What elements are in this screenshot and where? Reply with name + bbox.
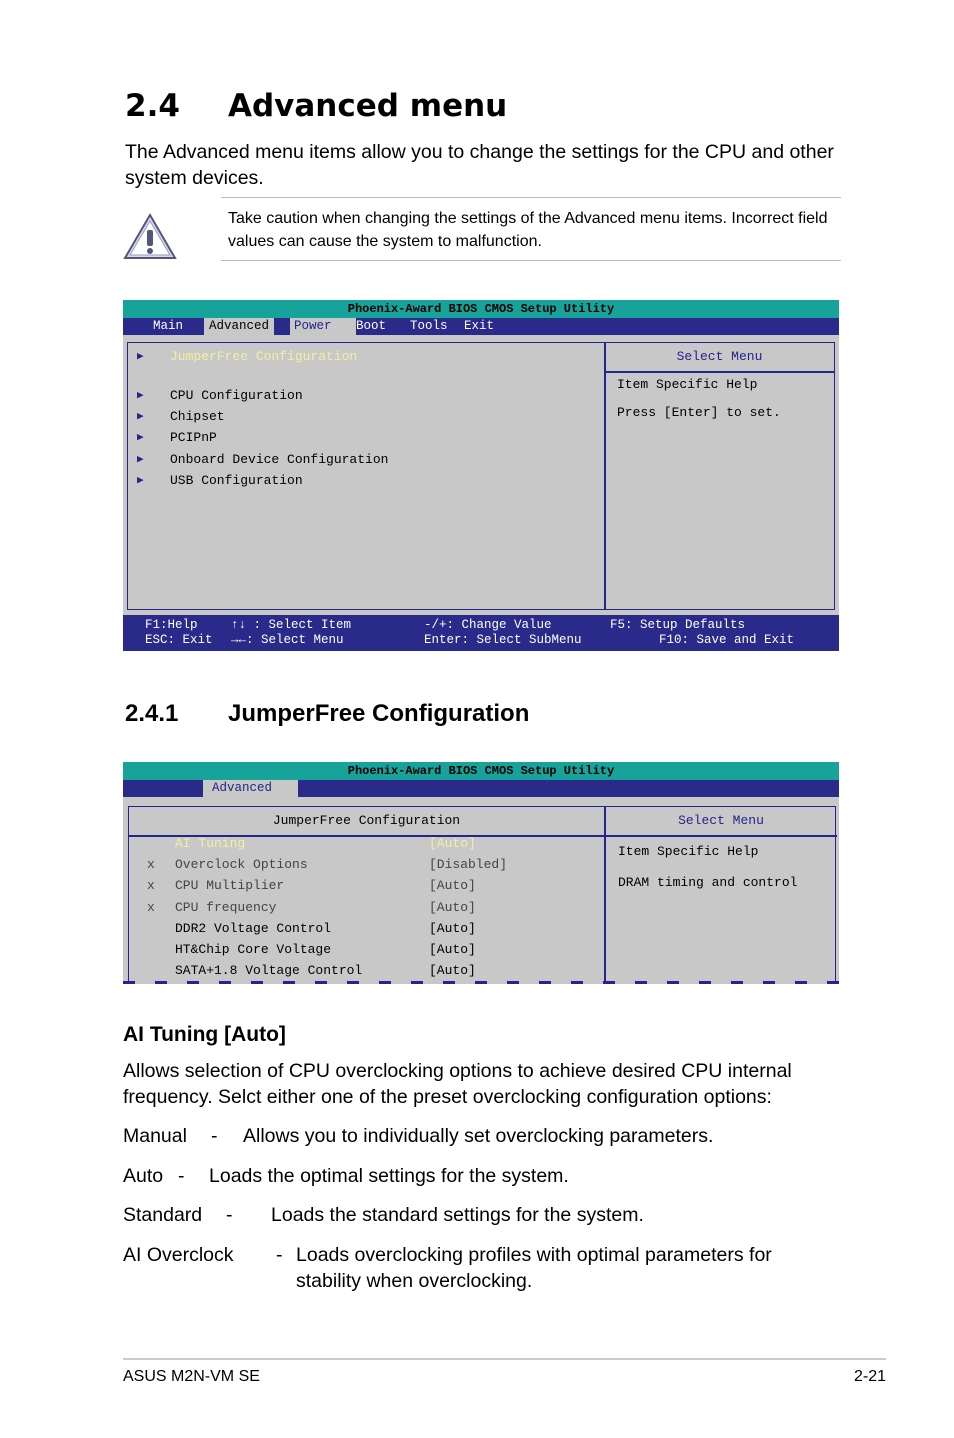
bios-item-label: JumperFree Configuration (170, 349, 358, 364)
triangle-right-icon: ▶ (137, 475, 144, 487)
section-title: AI Tuning [Auto] (123, 1023, 286, 1046)
tab-main[interactable]: Main (153, 319, 184, 333)
caution-icon (122, 210, 178, 262)
bios-item-label: Chipset (170, 409, 225, 424)
option-name: Auto (123, 1165, 164, 1187)
subsection-title: JumperFree Configuration (228, 700, 530, 727)
subsection-number: 2.4.1 (125, 700, 179, 727)
help-panel-title: Select Menu (676, 349, 763, 364)
setting-name: HT&Chip Core Voltage (175, 942, 332, 957)
triangle-right-icon: ▶ (137, 390, 144, 402)
option-dash: - (276, 1244, 283, 1266)
triangle-right-icon: ▶ (137, 351, 144, 363)
setting-value: [Auto] (429, 878, 476, 893)
tab-exit[interactable]: Exit (464, 319, 495, 333)
bios-item-label: Onboard Device Configuration (170, 452, 389, 467)
key-exit: ESC: Exit (145, 633, 213, 647)
setting-name: CPU Multiplier (175, 878, 285, 893)
bios-item-label: PCIPnP (170, 430, 217, 445)
option-dash: - (226, 1204, 233, 1226)
help-panel-title: Select Menu (678, 813, 764, 828)
setting-value: [Auto] (429, 963, 476, 978)
divider (221, 197, 841, 198)
page-title: Advanced menu (228, 88, 508, 124)
row-marker: x (147, 900, 155, 915)
setting-value: [Auto] (429, 836, 476, 851)
bios-screen (123, 300, 839, 651)
option-dash: - (211, 1125, 218, 1147)
setting-name: Overclock Options (175, 857, 308, 872)
setting-name: SATA+1.8 Voltage Control (175, 963, 363, 978)
option-name: AI Overclock (123, 1244, 234, 1266)
bios-key-legend (123, 615, 839, 651)
bios-item-label: CPU Configuration (170, 388, 303, 403)
bios-screen (123, 762, 839, 984)
key-help: F1:Help (145, 618, 198, 632)
bios-title: Phoenix-Award BIOS CMOS Setup Utility (123, 300, 839, 318)
option-name: Manual (123, 1125, 187, 1147)
divider (604, 806, 606, 982)
triangle-right-icon: ▶ (137, 454, 144, 466)
key-select-submenu: Enter: Select SubMenu (424, 633, 582, 647)
setting-value: [Auto] (429, 921, 476, 936)
help-line: Item Specific Help (617, 377, 758, 392)
row-marker: x (147, 857, 155, 872)
setting-name: CPU frequency (175, 900, 277, 915)
key-setup-defaults: F5: Setup Defaults (610, 618, 746, 632)
key-select-item: ↑↓ : Select Item (231, 618, 352, 632)
tab-boot[interactable]: Boot (356, 319, 387, 333)
key-save-exit: F10: Save and Exit (659, 633, 795, 647)
tab-advanced[interactable]: Advanced (203, 780, 298, 797)
setting-value: [Auto] (429, 900, 476, 915)
bios-menu-bar (123, 318, 839, 335)
option-desc: Loads overclocking profiles with optimal parameters for (296, 1244, 772, 1266)
divider (221, 260, 841, 261)
bios-title: Phoenix-Award BIOS CMOS Setup Utility (123, 762, 839, 780)
triangle-right-icon: ▶ (137, 411, 144, 423)
intro-paragraph: The Advanced menu items allow you to change the settings for the CPU and other system devices. (125, 141, 834, 189)
option-desc: Allows you to individually set overclocking parameters. (243, 1125, 714, 1147)
row-marker: x (147, 878, 155, 893)
help-line: DRAM timing and control (618, 875, 798, 890)
key-select-menu: →←: Select Menu (231, 633, 344, 647)
section-number: 2.4 (125, 88, 180, 124)
triangle-right-icon: ▶ (137, 432, 144, 444)
section-description: Allows selection of CPU overclocking options to achieve desired CPU internal frequency. Selct either one of the preset overclocking configuration options: (123, 1060, 792, 1108)
footer-rule (123, 1358, 886, 1360)
setting-value: [Auto] (429, 942, 476, 957)
torn-edge (123, 981, 839, 984)
bios-item-label: USB Configuration (170, 473, 303, 488)
option-desc: stability when overclocking. (296, 1270, 533, 1292)
footer-model: ASUS M2N-VM SE (123, 1368, 260, 1385)
setting-name: DDR2 Voltage Control (175, 921, 332, 936)
help-line: Press [Enter] to set. (617, 405, 781, 420)
option-desc: Loads the optimal settings for the system. (209, 1165, 569, 1187)
page-number: 2-21 (853, 1368, 886, 1385)
setting-value: [Disabled] (429, 857, 508, 872)
divider (604, 343, 606, 609)
option-dash: - (178, 1165, 185, 1187)
option-desc: Loads the standard settings for the system. (271, 1204, 644, 1226)
bios-menu-bar (123, 780, 839, 797)
tab-advanced[interactable]: Advanced (204, 318, 274, 335)
setting-name: AI Tuning (175, 836, 246, 851)
panel-title: JumperFree Configuration (272, 813, 461, 828)
help-line: Item Specific Help (618, 844, 759, 859)
tab-power[interactable]: Power (290, 318, 356, 335)
key-change-value: -/+: Change Value (424, 618, 552, 632)
divider (605, 371, 834, 373)
option-name: Standard (123, 1204, 203, 1226)
tab-tools[interactable]: Tools (410, 319, 448, 333)
caution-text: Take caution when changing the settings of the Advanced menu items. Incorrect field values can cause the system to malfunction. (228, 210, 828, 250)
